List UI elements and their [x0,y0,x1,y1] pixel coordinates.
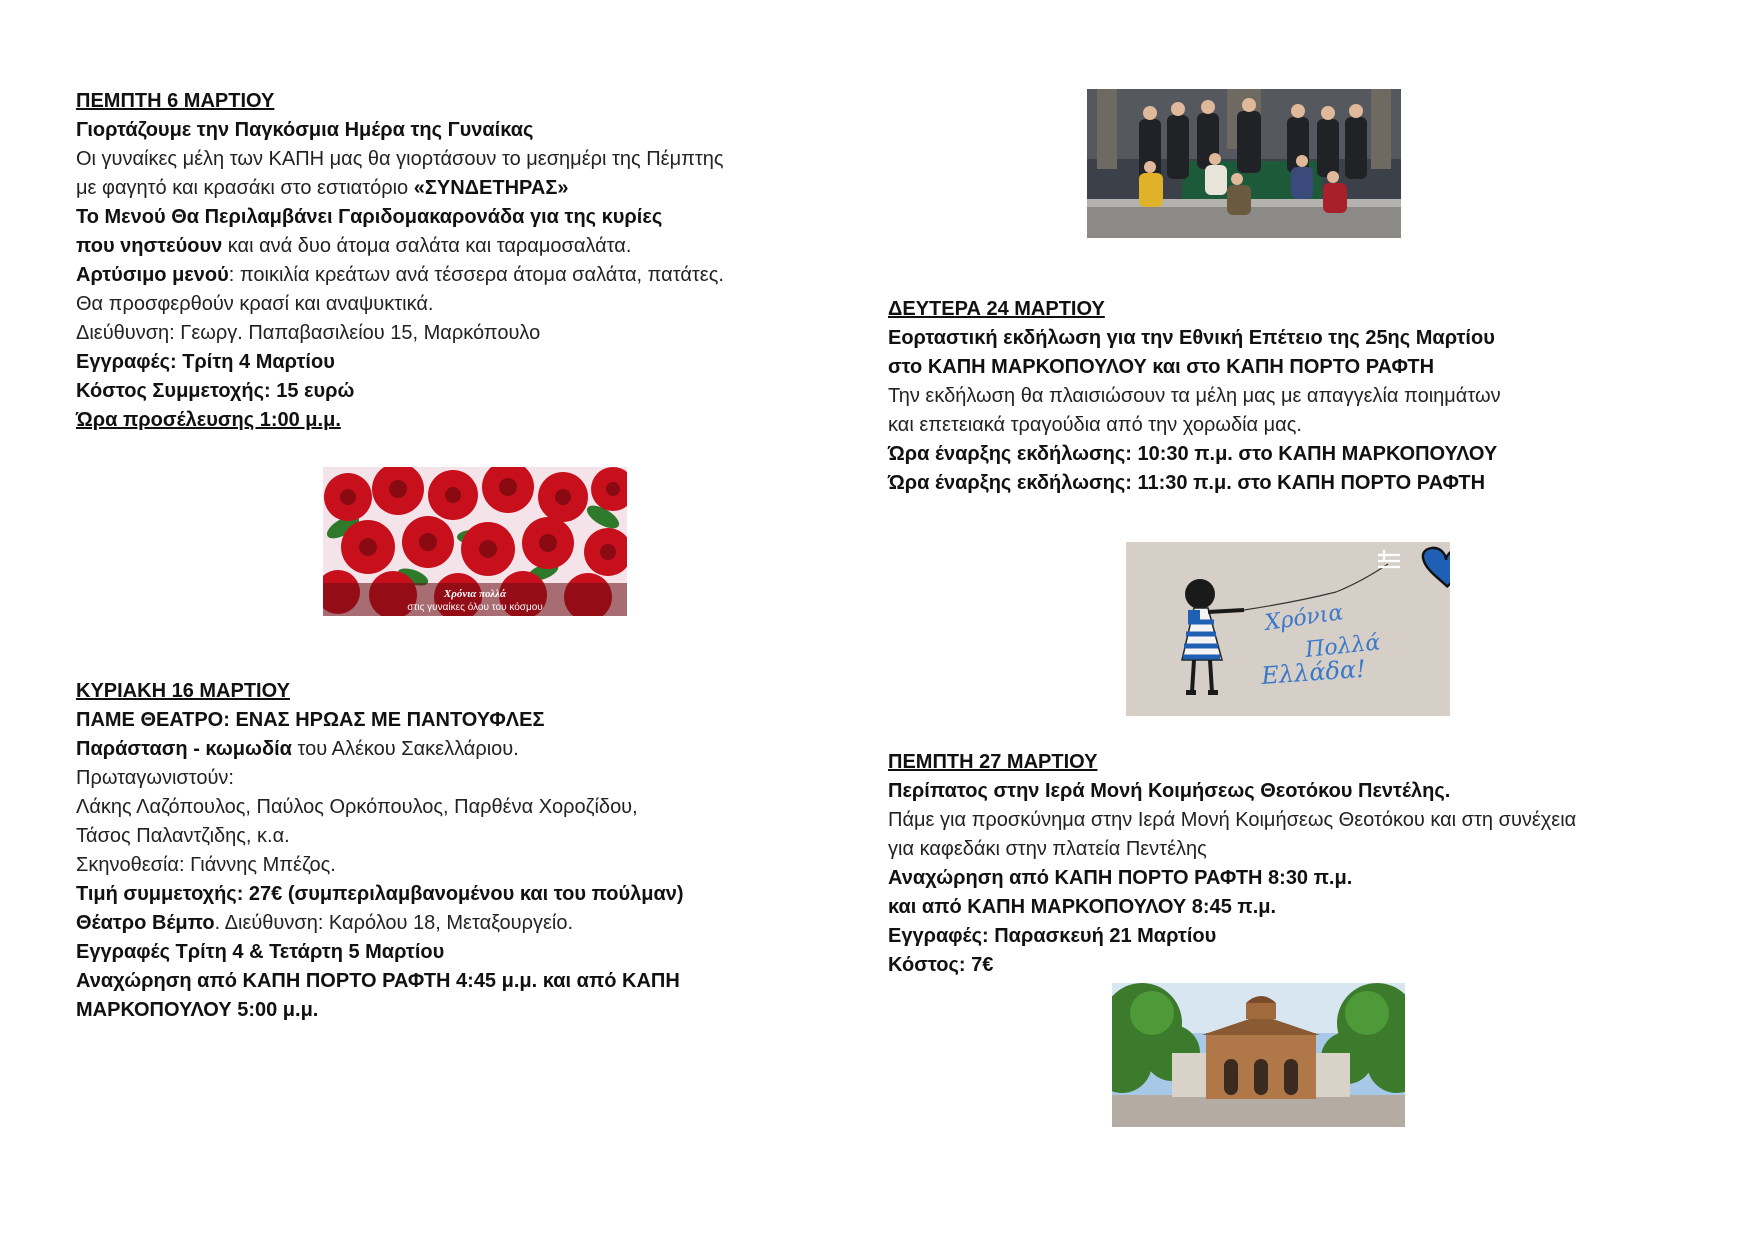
theatre-cast-label: Πρωταγωνιστούν: [76,767,234,789]
women-day-line2 [76,174,724,203]
monastery-cost: Κόστος: 7€ [888,954,994,976]
national-day-desc-line1: Την εκδήλωση θα πλαισιώσουν τα μέλη μας με απαγγελία ποιημάτων [888,385,1501,407]
theatre-director: Σκηνοθεσία: Γιάννης Μπέζος. [76,854,336,876]
theatre-section [76,677,684,1025]
national-day-title-line2: στο ΚΑΠΗ ΜΑΡΚΟΠΟΥΛΟΥ και στο ΚΑΠΗ ΠΟΡΤΟ ΡΑΦΤΗ [888,356,1435,378]
artysimo-text: : ποικιλία κρεάτων ανά τέσσερα άτομα σαλάτα, πατάτες. [228,264,724,286]
theatre-departure-line1: Αναχώρηση από ΚΑΠΗ ΠΟΡΤΟ ΡΑΦΤΗ 4:45 μ.μ. και από ΚΑΠΗ [76,970,680,992]
women-day-registration: Εγγραφές: Τρίτη 4 Μαρτίου [76,351,335,373]
national-day-time2: Ώρα έναρξης εκδήλωσης: 11:30 π.μ. στο ΚΑΠΗ ΠΟΡΤΟ ΡΑΦΤΗ [888,472,1486,494]
women-day-artysimo [76,261,724,290]
women-day-menu-line1: Το Μενού Θα Περιλαμβάνει Γαριδομακαρονάδα για της κυρίες [76,206,663,228]
women-day-title: Γιορτάζουμε την Παγκόσμια Ημέρα της Γυναίκας [76,119,534,141]
national-day-section [888,295,1501,498]
artysimo-label: Αρτύσιμο μενού [76,264,229,286]
theatre-play-type: Παράσταση - κωμωδία [76,738,292,760]
monastery-section [888,748,1576,980]
women-day-line1: Οι γυναίκες μέλη των ΚΑΠΗ μας θα γιορτάσουν το μεσημέρι της Πέμπτης [76,148,724,170]
theatre-departure-line2: ΜΑΡΚΟΠΟΥΛΟΥ 5:00 μ.μ. [76,999,319,1021]
roses-caption-1: Χρόνια πολλά [443,588,507,600]
women-day-date: ΠΕΜΠΤΗ 6 ΜΑΡΤΙΟΥ [76,90,275,112]
national-day-date: ΔΕΥΤΕΡΑ 24 ΜΑΡΤΙΟΥ [888,298,1105,320]
greece-balloon-image [1126,542,1450,716]
theatre-venue-address: . Διεύθυνση: Καρόλου 18, Μεταξουργείο. [214,912,574,934]
roses-caption-2: στις γυναίκες όλου του κόσμου [407,602,543,613]
women-day-cost: Κόστος Συμμετοχής: 15 ευρώ [76,380,355,402]
monastery-departure2: και από ΚΑΠΗ ΜΑΡΚΟΠΟΥΛΟΥ 8:45 π.μ. [888,896,1277,918]
theatre-price: Τιμή συμμετοχής: 27€ (συμπεριλαμβανομένου και του πούλμαν) [76,883,684,905]
theatre-venue-name: Θέατρο Βέμπο [76,912,215,934]
women-day-address: Διεύθυνση: Γεωργ. Παπαβασιλείου 15, Μαρκόπουλο [76,322,541,344]
monastery-departure1: Αναχώρηση από ΚΑΠΗ ΠΟΡΤΟ ΡΑΦΤΗ 8:30 π.μ. [888,867,1353,889]
monastery-desc-line1: Πάμε για προσκύνημα στην Ιερά Μονή Κοιμήσεως Θεοτόκου και στη συνέχεια [888,809,1577,831]
women-day-line2-prefix: με φαγητό και κρασάκι στο εστιατόριο [76,177,414,199]
balloon-text-3: Ελλάδα! [1260,654,1367,690]
theatre-registration: Εγγραφές Τρίτη 4 & Τετάρτη 5 Μαρτίου [76,941,445,963]
monastery-date: ΠΕΜΠΤΗ 27 ΜΑΡΤΙΟΥ [888,751,1098,773]
theatre-play [76,735,684,764]
menu-fasting-rest: και ανά δυο άτομα σαλάτα και ταραμοσαλάτα. [222,235,632,257]
theatre-date: ΚΥΡΙΑΚΗ 16 ΜΑΡΤΙΟΥ [76,680,290,702]
women-day-menu-line2 [76,232,724,261]
monastery-title: Περίπατος στην Ιερά Μονή Κοιμήσεως Θεοτόκου Πεντέλης. [888,780,1451,802]
national-day-title-line1: Εορταστική εκδήλωση για την Εθνική Επέτειο της 25ης Μαρτίου [888,327,1495,349]
theatre-title: ΠΑΜΕ ΘΕΑΤΡΟ: ΕΝΑΣ ΗΡΩΑΣ ΜΕ ΠΑΝΤΟΥΦΛΕΣ [76,709,545,731]
national-day-time1: Ώρα έναρξης εκδήλωσης: 10:30 π.μ. στο ΚΑΠΗ ΜΑΡΚΟΠΟΥΛΟΥ [888,443,1498,465]
national-day-desc-line2: και επετειακά τραγούδια από την χορωδία μας. [888,414,1302,436]
balloon-text-1: Χρόνια [1263,600,1345,636]
restaurant-name: «ΣΥΝΔΕΤΗΡΑΣ» [413,177,569,199]
roses-image [323,467,627,616]
theatre-play-author: του Αλέκου Σακελλάριου. [291,738,519,760]
monastery-desc-line2: για καφεδάκι στην πλατεία Πεντέλης [888,838,1207,860]
women-day-drinks: Θα προσφερθούν κρασί και αναψυκτικά. [76,293,434,315]
women-day-section [76,87,724,435]
theatre-venue [76,909,684,938]
theatre-cast-line2: Τάσος Παλαντζιδης, κ.α. [76,825,290,847]
menu-fasting: που νηστεύουν [76,235,223,257]
theatre-cast-line1: Λάκης Λαζόπουλος, Παύλος Ορκόπουλος, Παρθένα Χοροζίδου, [76,796,638,818]
monastery-registration: Εγγραφές: Παρασκευή 21 Μαρτίου [888,925,1217,947]
monastery-photo [1112,983,1405,1127]
women-day-arrival: Ώρα προσέλευσης 1:00 μ.μ. [76,409,341,431]
balloon-text-2: Πολλά [1304,630,1382,663]
theatre-cast-photo [1087,89,1401,238]
